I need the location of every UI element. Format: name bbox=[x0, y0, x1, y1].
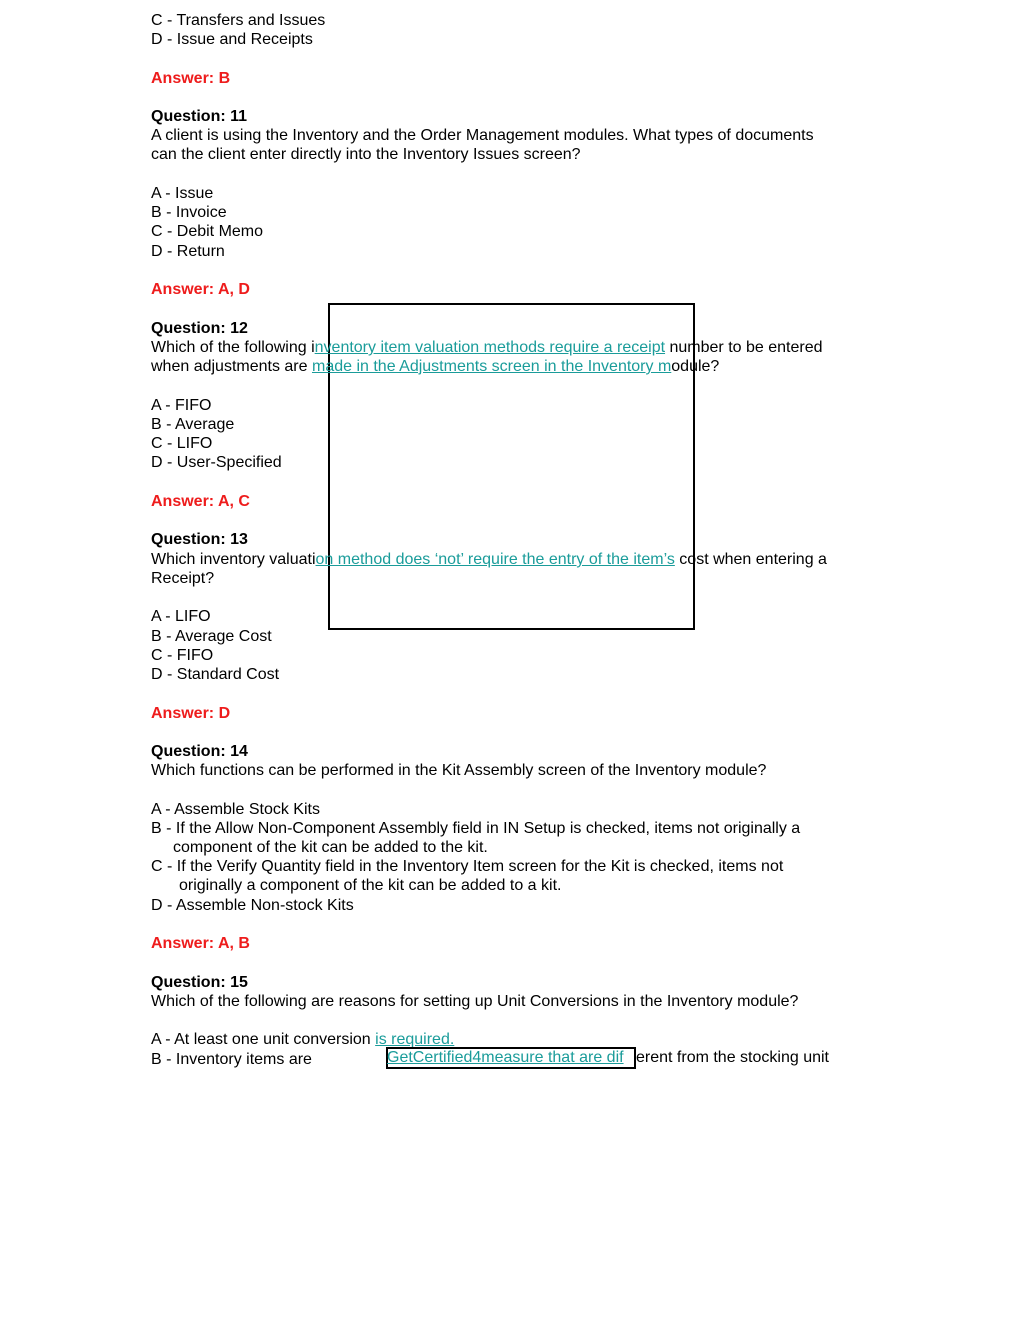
q12-title: Question: 12 bbox=[151, 320, 248, 337]
footer-watermark-link[interactable]: GetCertified4measure that are dif bbox=[387, 1049, 624, 1066]
q15-watermark-link[interactable]: is required. bbox=[375, 1031, 455, 1048]
q11-text-line2: can the client enter directly into the Inventory Issues screen? bbox=[151, 146, 581, 163]
q13-option-d: D - Standard Cost bbox=[151, 666, 280, 683]
q12-text-line2 bbox=[151, 357, 719, 376]
q14-option-b-line1: B - If the Allow Non-Component Assembly field in IN Setup is checked, items not originally a bbox=[151, 820, 801, 837]
q10-option-c: C - Transfers and Issues bbox=[151, 12, 326, 29]
q10-answer: Answer: B bbox=[151, 70, 231, 87]
q12-option-b: B - Average bbox=[151, 416, 235, 433]
q15-option-b: B - Inventory items are bbox=[151, 1051, 312, 1068]
q12-watermark-link-2[interactable]: made in the Adjustments screen in the Inventory m bbox=[311, 358, 672, 375]
q13-watermark-link[interactable]: on method does ‘not’ require the entry of the item’s bbox=[315, 551, 675, 568]
q11-option-b: B - Invoice bbox=[151, 204, 227, 221]
q12-option-a: A - FIFO bbox=[151, 397, 212, 414]
q12-option-c: C - LIFO bbox=[151, 435, 213, 452]
q13-text-line1-post: cost when entering a bbox=[674, 551, 827, 568]
q12-answer: Answer: A, C bbox=[151, 493, 250, 510]
q11-answer: Answer: A, D bbox=[151, 281, 250, 298]
q13-answer: Answer: D bbox=[151, 705, 231, 722]
q15-title: Question: 15 bbox=[151, 974, 248, 991]
q13-text-line1-pre: Which inventory valuati bbox=[151, 551, 316, 568]
q13-text-line1 bbox=[151, 550, 827, 569]
q15-text-line1: Which of the following are reasons for setting up Unit Conversions in the Inventory module? bbox=[151, 993, 799, 1010]
q14-option-c-line2: originally a component of the kit can be added to a kit. bbox=[179, 877, 562, 894]
q13-title: Question: 13 bbox=[151, 531, 248, 548]
q14-text-line1: Which functions can be performed in the Kit Assembly screen of the Inventory module? bbox=[151, 762, 767, 779]
q13-text-line2: Receipt? bbox=[151, 570, 215, 587]
q11-option-c: C - Debit Memo bbox=[151, 223, 264, 240]
q15-option-a-pre: A - At least one unit conversion bbox=[151, 1031, 376, 1048]
q14-answer: Answer: A, B bbox=[151, 935, 250, 952]
q14-option-c-line1: C - If the Verify Quantity field in the Inventory Item screen for the Kit is checked, items not bbox=[151, 858, 784, 875]
q11-option-d: D - Return bbox=[151, 243, 225, 260]
q12-text-line1-post: number to be entered bbox=[665, 339, 823, 356]
q11-title: Question: 11 bbox=[151, 108, 248, 125]
q15-option-b-tail: erent from the stocking unit bbox=[636, 1049, 829, 1066]
q13-option-b: B - Average Cost bbox=[151, 628, 272, 645]
q13-option-a: A - LIFO bbox=[151, 608, 211, 625]
q13-option-c: C - FIFO bbox=[151, 647, 214, 664]
q14-option-a: A - Assemble Stock Kits bbox=[151, 801, 320, 818]
q12-text-line1-pre: Which of the following i bbox=[151, 339, 315, 356]
q12-text-line2-pre: when adjustments are bbox=[151, 358, 312, 375]
q12-option-d: D - User-Specified bbox=[151, 454, 282, 471]
q14-option-b-line2: component of the kit can be added to the kit. bbox=[173, 839, 488, 856]
q11-option-a: A - Issue bbox=[151, 185, 214, 202]
q14-option-d: D - Assemble Non-stock Kits bbox=[151, 897, 354, 914]
q11-text-line1: A client is using the Inventory and the Order Management modules. What types of documents bbox=[151, 127, 814, 144]
q12-text-line1 bbox=[151, 338, 822, 357]
q12-watermark-link-1[interactable]: nventory item valuation methods require a receipt bbox=[314, 339, 666, 356]
q12-text-line2-post: odule? bbox=[671, 358, 720, 375]
q10-option-d: D - Issue and Receipts bbox=[151, 31, 313, 48]
q14-title: Question: 14 bbox=[151, 743, 248, 760]
